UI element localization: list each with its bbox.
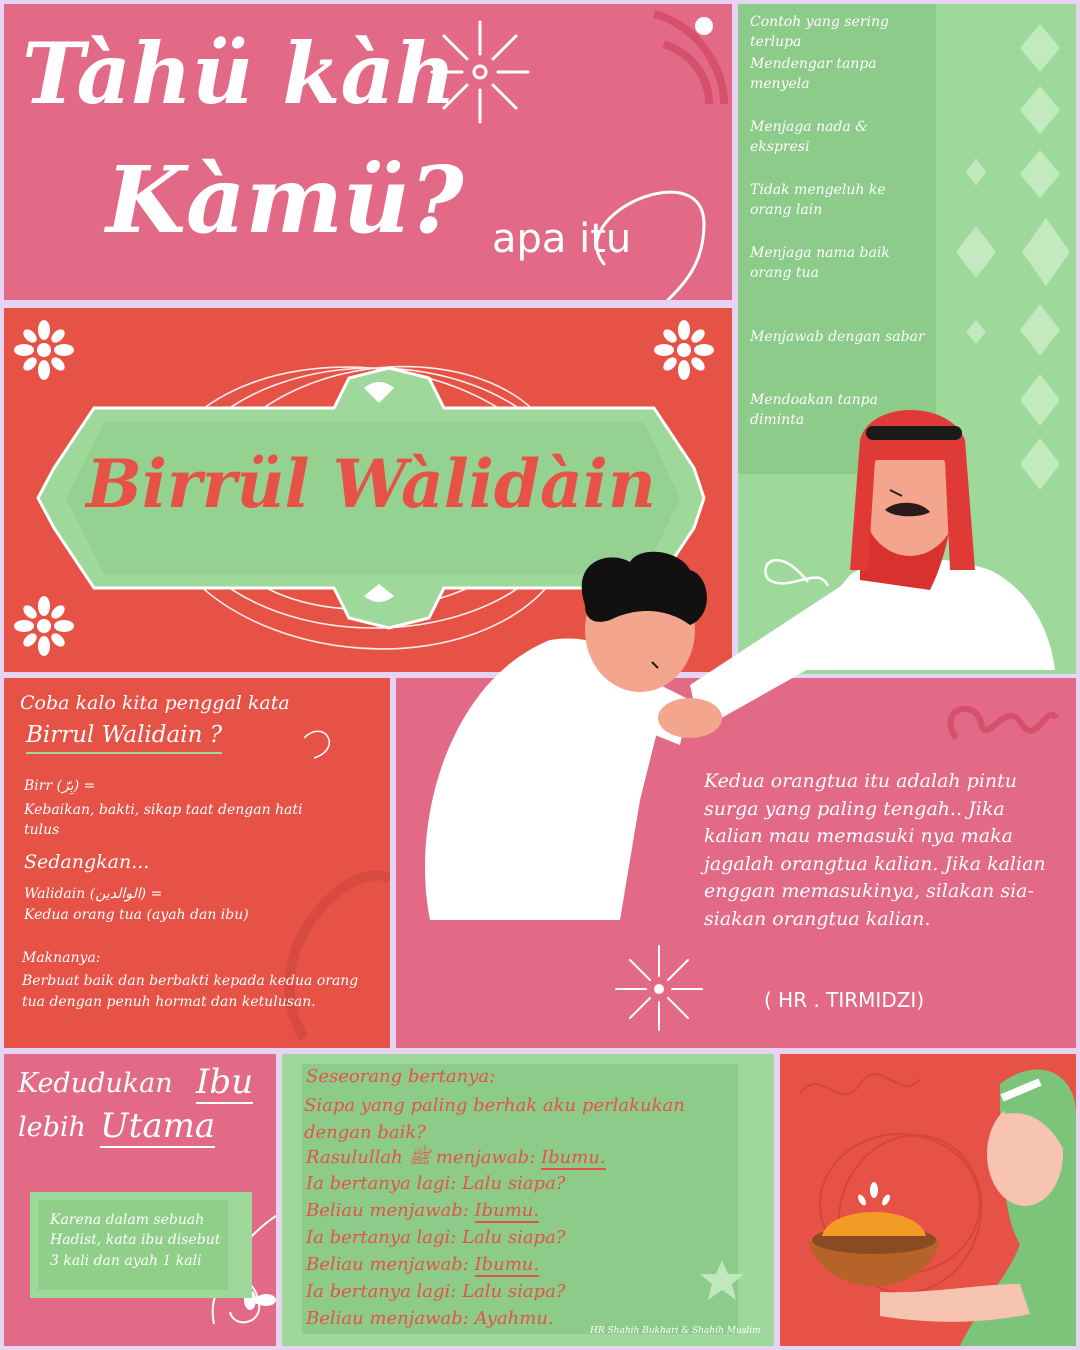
examples-heading: Contoh yang sering terlupa: [750, 14, 889, 51]
mother-illustration: [780, 1054, 1076, 1346]
dialog-line: Siapa yang paling berhak aku perlakukan dengan baik?: [304, 1095, 685, 1143]
ibu-panel: [4, 1054, 276, 1346]
title-panel: [4, 4, 732, 300]
ibu-title-c: lebih: [18, 1112, 86, 1143]
dialog-line: Ia bertanya lagi: Lalu siapa?: [306, 1173, 566, 1194]
dialog-line: Ia bertanya lagi: Lalu siapa?: [306, 1227, 566, 1248]
dialog-line: Beliau menjawab: Ibumu.: [306, 1254, 540, 1275]
flower-icon-tl: [14, 320, 74, 380]
dialog-panel: [282, 1054, 774, 1346]
hadith-text: Kedua orangtua itu adalah pintu surga yang paling tengah.. Jika kalian mau memasuki nya maka jagalah orangtua kalian. Jika kalian enggan memasukinya, silakan sia-siakan orangtua kalian.: [704, 770, 1046, 930]
ibumu-answer: Ibumu.: [540, 1147, 606, 1168]
walidain-label: Walidain (الوالدين) =: [24, 886, 163, 902]
title-line-1: Tàhü kàh: [22, 24, 456, 123]
example-item: Menjawab dengan sabar: [750, 329, 925, 345]
sedangkan-label: Sedangkan...: [24, 851, 150, 873]
ibumu-answer: Ibumu.: [474, 1200, 540, 1221]
ibu-title-b: Ibu: [196, 1062, 254, 1102]
breakdown-intro: Coba kalo kita penggal kata: [20, 692, 290, 714]
sparkle-icon: [616, 946, 702, 1030]
dialog-source: HR Shahih Bukhari & Shahih Muslim: [590, 1326, 761, 1336]
dialog-line: Ia bertanya lagi: Lalu siapa?: [306, 1281, 566, 1302]
ibu-title-a: Kedudukan: [18, 1068, 173, 1099]
maknanya-label: Maknanya:: [22, 950, 101, 966]
ibu-note: Karena dalam sebuah Hadist, kata ibu disebut 3 kali dan ayah 1 kali: [50, 1212, 221, 1269]
dialog-line: Beliau menjawab: Ibumu.: [306, 1200, 540, 1221]
example-item: Mendoakan tanpa diminta: [750, 392, 878, 429]
example-item: Mendengar tanpa menyela: [750, 56, 877, 93]
birr-label: Birr (بِرّ) =: [24, 778, 96, 794]
title-line-2: Kàmü?: [106, 146, 464, 254]
mother-panel: [780, 1054, 1076, 1346]
dialog-line: Beliau menjawab: Ayahmu.: [306, 1308, 554, 1329]
dialog-line: Rasulullah ﷺ menjawab: Ibumu.: [306, 1147, 606, 1168]
banner-title: Birrül Wàlidàin: [86, 445, 656, 523]
ibumu-answer: Ibumu.: [474, 1254, 540, 1275]
example-item: Menjaga nama baik orang tua: [750, 245, 890, 282]
ibu-title-d: Utama: [100, 1106, 216, 1146]
title-suffix: apa itu: [492, 216, 632, 262]
birr-meaning: Kebaikan, bakti, sikap taat dengan hati tulus: [24, 802, 303, 839]
example-item: Menjaga nada & ekspresi: [750, 119, 868, 156]
dialog-line: Seseorang bertanya:: [306, 1066, 496, 1087]
maknanya-text: Berbuat baik dan berbakti kepada kedua orang tua dengan penuh hormat dan ketulusan.: [22, 973, 359, 1010]
kiss-hand-illustration: [390, 400, 1080, 920]
breakdown-panel: [4, 678, 390, 1048]
hadith-source: ( HR . TIRMIDZI): [764, 988, 925, 1012]
example-item: Tidak mengeluh ke orang lain: [750, 182, 886, 219]
breakdown-term: Birrul Walidain ?: [26, 722, 222, 754]
walidain-meaning: Kedua orang tua (ayah dan ibu): [24, 907, 249, 923]
